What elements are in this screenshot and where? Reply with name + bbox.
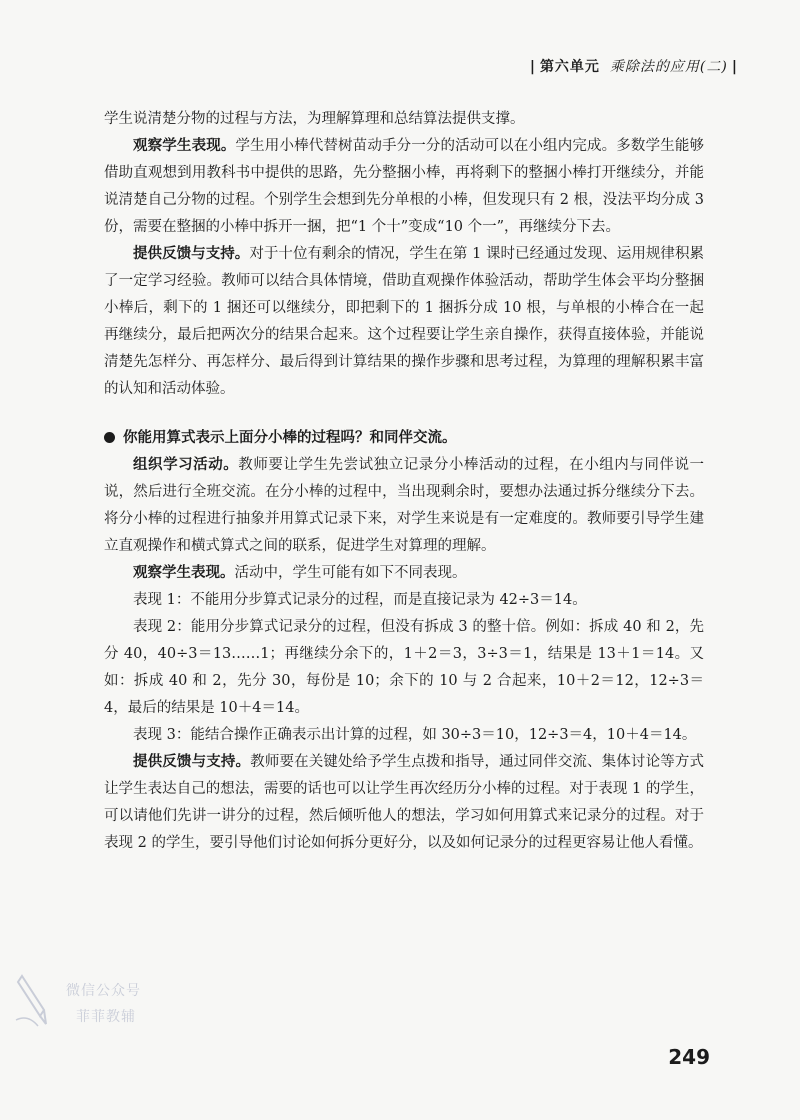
header-topic: 乘除法的应用(二) — [609, 59, 728, 75]
paragraph — [104, 749, 704, 857]
paragraph — [104, 106, 704, 133]
bullet-dot-icon — [104, 432, 115, 443]
paragraph-lead: 观察学生表现。 — [133, 565, 235, 581]
paragraph-text: 活动中，学生可能有如下不同表现。 — [234, 565, 467, 581]
paragraph — [104, 560, 704, 587]
paragraph — [104, 722, 704, 749]
paragraph — [104, 587, 704, 614]
paragraph — [104, 241, 704, 403]
header-left-bar: | — [529, 59, 536, 75]
pen-icon — [14, 970, 54, 1030]
watermark-line1: 微信公众号 — [66, 983, 141, 999]
watermark-line2: 菲菲教辅 — [76, 1009, 136, 1025]
paragraph — [104, 133, 704, 241]
page-body — [104, 106, 704, 857]
paragraph-lead: 观察学生表现。 — [133, 138, 236, 154]
header-right-bar: | — [731, 59, 738, 75]
paragraph-lead: 提供反馈与支持。 — [133, 754, 251, 770]
paragraph-text: 教师要让学生先尝试独立记录分小棒活动的过程，在小组内与同伴说一说，然后进行全班交流。在分小棒的过程中，当出现剩余时，要想办法通过拆分继续分下去。将分小棒的过程进行抽象并用算式记录下来，对学生来说是有一定难度的。教师要引导学生建立直观操作和横式算式之间的联系，促进学生对算理的理解。 — [104, 457, 705, 554]
paragraph-lead: 提供反馈与支持。 — [133, 246, 250, 262]
paragraph-text: 表现 2：能用分步算式记录分的过程，但没有拆成 3 的整十倍。例如：拆成 40 和 2，先分 40，40÷3＝13……1；再继续分余下的，1＋2＝3，3÷3＝1，结果是 13＋1＝14。又如：拆成 40 和 2，先分 30，每份是 10；余下的 10 与 2 合起来，10＋2＝12，12÷3＝4，最后的结果是 10＋4＝14。 — [104, 619, 704, 716]
question-heading — [104, 425, 704, 452]
watermark — [14, 962, 154, 1042]
page-number: 249 — [668, 1045, 710, 1069]
paragraph-text: 表现 1：不能用分步算式记录分的过程，而是直接记录为 42÷3＝14。 — [133, 592, 587, 608]
paragraph-text: 学生说清楚分物的过程与方法，为理解算理和总结算法提供支撑。 — [104, 111, 525, 127]
paragraph — [104, 614, 704, 722]
header-unit: 第六单元 — [539, 59, 600, 75]
running-header — [526, 56, 742, 76]
question-text: 你能用算式表示上面分小棒的过程吗？和同伴交流。 — [123, 430, 457, 446]
paragraph-text: 表现 3：能结合操作正确表示出计算的过程，如 30÷3＝10，12÷3＝4，10＋4＝14。 — [133, 727, 697, 743]
paragraph-text: 对于十位有剩余的情况，学生在第 1 课时已经通过发现、运用规律积累了一定学习经验。教师可以结合具体情境，借助直观操作体验活动，帮助学生体会平均分整捆小棒后，剩下的 1 捆还可以继续分，即把剩下的 1 捆拆分成 10 根，与单根的小棒合在一起再继续分，最后把两次分的结果合起来。这个过程要让学生亲自操作，获得直接体验，并能说清楚先怎样分、再怎样分、最后得到计算结果的操作步骤和思考过程，为算理的理解积累丰富的认知和活动体验。 — [104, 246, 704, 397]
paragraph-text: 教师要在关键处给予学生点拨和指导，通过同伴交流、集体讨论等方式让学生表达自己的想法，需要的话也可以让学生再次经历分小棒的过程。对于表现 1 的学生，可以请他们先讲一讲分的过程，然后倾听他人的想法，学习如何用算式来记录分的过程。对于表现 2 的学生，要引导他们讨论如何拆分更好分，以及如何记录分的过程更容易让他人看懂。 — [104, 754, 705, 851]
paragraph-lead: 组织学习活动。 — [133, 457, 239, 473]
paragraph-text: 学生用小棒代替树苗动手分一分的活动可以在小组内完成。多数学生能够借助直观想到用教科书中提供的思路，先分整捆小棒，再将剩下的整捆小棒打开继续分，并能说清楚自己分物的过程。个别学生会想到先分单根的小棒，但发现只有 2 根，没法平均分成 3 份，需要在整捆的小棒中拆开一捆，把“1 个十”变成“10 个一”，再继续分下去。 — [104, 138, 704, 235]
paragraph — [104, 452, 704, 560]
